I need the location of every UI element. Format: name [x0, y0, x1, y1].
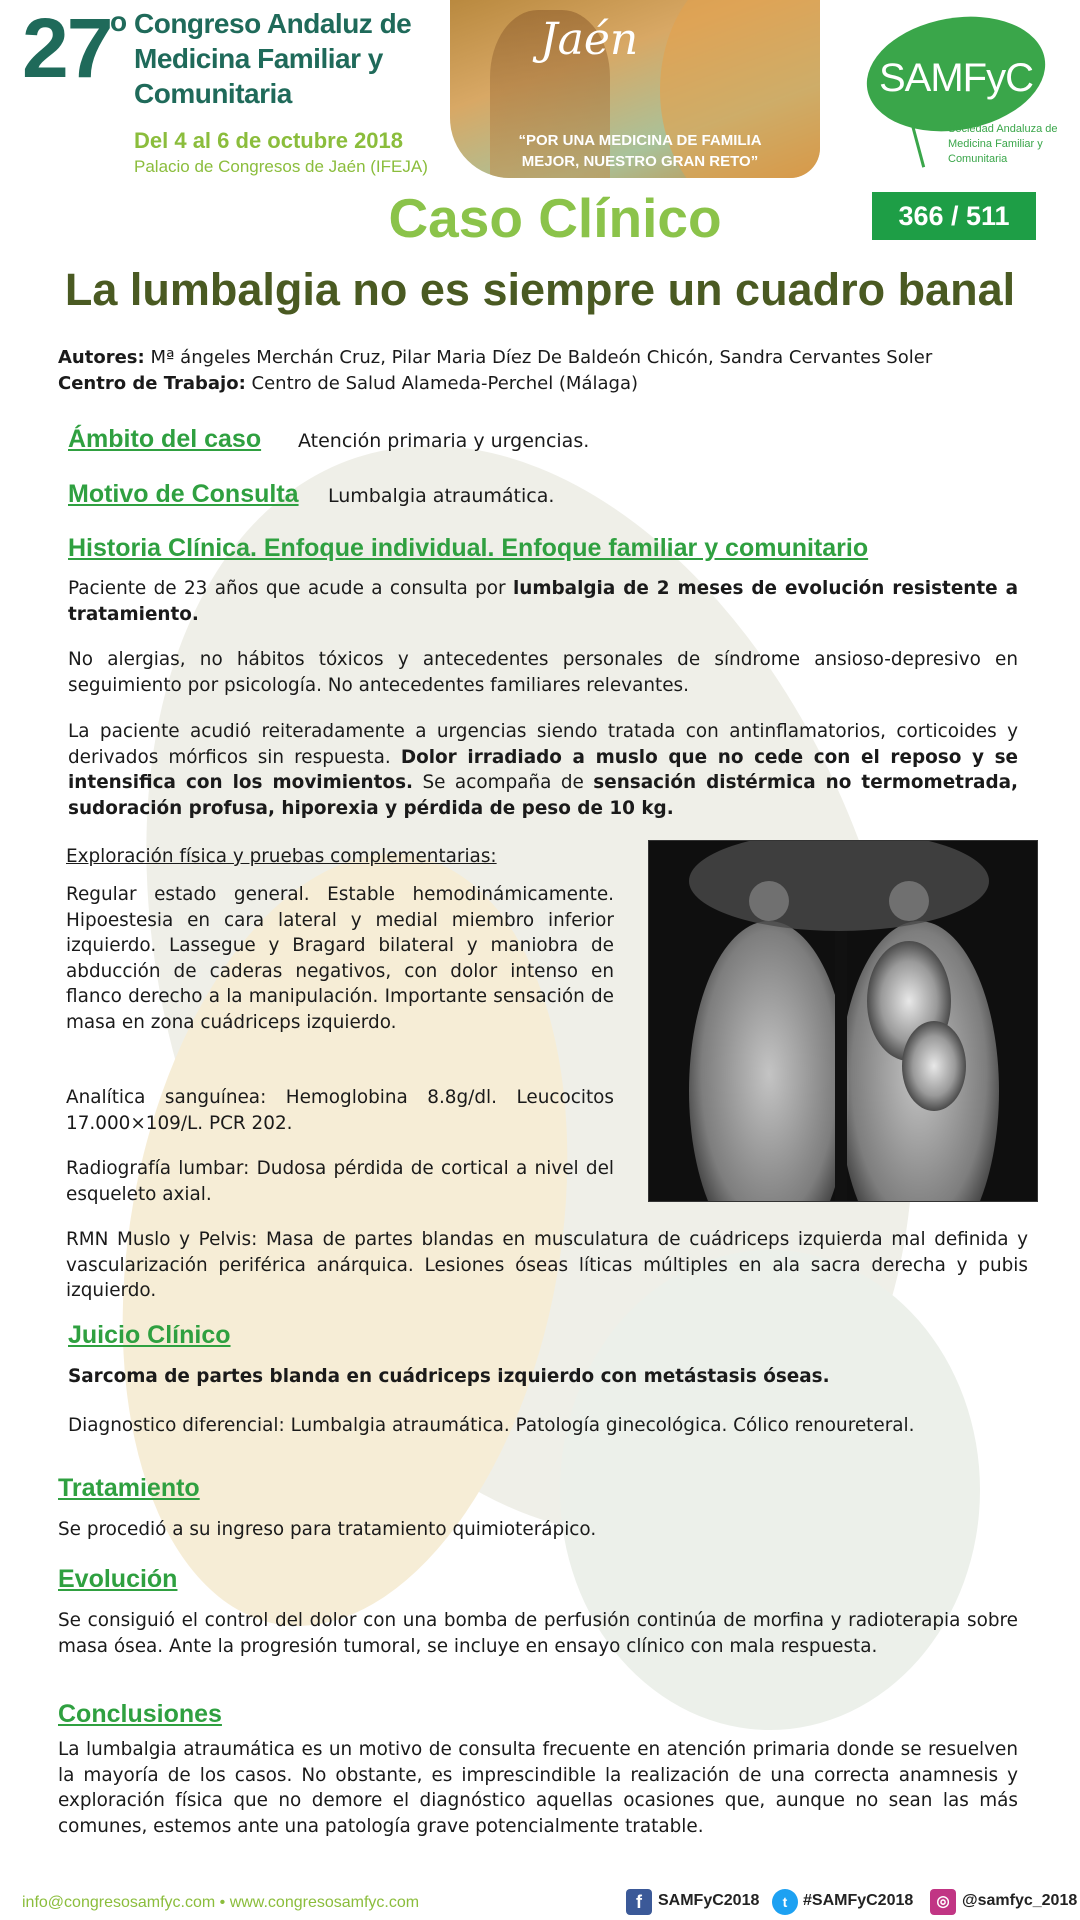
mri-drawing [649, 841, 1037, 1201]
case-number-badge: 366 / 511 [872, 192, 1036, 240]
historia-heading: Historia Clínica. Enfoque individual. Enfoque familiar y comunitario [68, 534, 869, 562]
juicio-differential: Diagnostico diferencial: Lumbalgia atraumática. Patología ginecológica. Cólico renoureteral. [68, 1415, 915, 1436]
historia-p3-text-2: Se acompaña de [413, 772, 594, 793]
instagram-icon: ◎ [930, 1889, 956, 1915]
evolucion-heading: Evolución [58, 1565, 178, 1593]
workplace-line [58, 372, 1058, 396]
twitter-handle: #SAMFyC2018 [803, 1892, 914, 1909]
samfyc-logo-subtitle: Sociedad Andaluza de Medicina Familiar y Comunitaria [948, 123, 1058, 165]
juicio-diagnosis: Sarcoma de partes blanda en cuádriceps izquierdo con metástasis óseas. [68, 1366, 830, 1387]
congress-dates: Del 4 al 6 de octubre 2018 [134, 128, 404, 153]
conclusiones-text: La lumbalgia atraumática es un motivo de consulta frecuente en atención primaria donde se resuelven la mayoría de los casos. No obstante, es imprescindible la realización de una correcta anamnesis y exploración física que no demore el diagnóstico aquellas ocasiones que, aunque no sean las más comunes, estemos ante una patología grave potencialmente tratable. [58, 1739, 1018, 1837]
authors-line [58, 346, 1058, 370]
workplace-label: Centro de Trabajo: [58, 373, 246, 394]
instagram-handle: @samfyc_2018 [962, 1892, 1078, 1909]
banner-slogan: “POR UNA MEDICINA DE FAMILIA MEJOR, NUESTRO GRAN RETO” [518, 132, 762, 170]
case-kind-title: Caso Clínico [388, 187, 722, 249]
authors-value: Mª ángeles Merchán Cruz, Pilar Maria Díez De Baldeón Chicón, Sandra Cervantes Soler [150, 347, 933, 368]
case-title: La lumbalgia no es siempre un cuadro banal [64, 264, 1016, 315]
congress-title: Congreso Andaluz de Medicina Familiar y Comunitaria [134, 8, 412, 109]
exploracion-heading: Exploración física y pruebas complementarias: [66, 846, 497, 867]
footer-contact: info@congresosamfyc.com • www.congresosamfyc.com [22, 1894, 420, 1911]
congress-number: 27 [22, 1, 112, 95]
evolucion-text: Se consiguió el control del dolor con una bomba de perfusión continúa de morfina y radioterapia sobre masa ósea. Ante la progresión tumoral, se incluye en ensayo clínico con mala respuesta. [58, 1610, 1018, 1657]
historia-paragraph-1 [68, 576, 1018, 627]
ambito-text: Atención primaria y urgencias. [298, 430, 590, 452]
historia-p3-text: La paciente acudió reiteradamente a urgencias siendo tratada con antinflamatorios, corticoides y derivados mórficos sin respuesta. [68, 721, 1018, 768]
jaen-banner [450, 0, 820, 178]
ambito-heading: Ámbito del caso [68, 425, 262, 453]
historia-p3-bold: Dolor irradiado a muslo que no cede con el reposo y se intensifica con los movimientos. [68, 746, 1018, 793]
tratamiento-heading: Tratamiento [58, 1474, 200, 1502]
tratamiento-text: Se procedió a su ingreso para tratamiento quimioterápico. [58, 1519, 597, 1540]
historia-paragraph-2: No alergias, no hábitos tóxicos y antecedentes personales de síndrome ansioso-depresivo en seguimiento por psicología. No antecedentes familiares relevantes. [68, 649, 1018, 696]
exploracion-paragraph-2: Analítica sanguínea: Hemoglobina 8.8g/dl. Leucocitos 17.000×109/L. PCR 202. [66, 1087, 614, 1134]
banner-city: Jaén [540, 14, 639, 65]
workplace-value: Centro de Salud Alameda-Perchel (Málaga) [251, 373, 639, 394]
historia-p1-text: Paciente de 23 años que acude a consulta por [68, 578, 513, 599]
facebook-icon: f [626, 1889, 652, 1915]
juicio-heading: Juicio Clínico [68, 1321, 231, 1349]
motivo-text: Lumbalgia atraumática. [328, 485, 555, 507]
historia-paragraph-3 [68, 719, 1018, 821]
exploracion-paragraph-4: RMN Muslo y Pelvis: Masa de partes blandas en musculatura de cuádriceps izquierda mal definida y vascularización periférica anárquica. Lesiones óseas líticas múltiples en ala sacra derecha y pubis izquierdo. [66, 1229, 1028, 1301]
historia-p3-bold-2: sensación distérmica no termometrada, sudoración profusa, hiporexia y pérdida de peso de 10 kg. [68, 772, 1018, 819]
authors-label: Autores: [58, 347, 145, 368]
twitter-icon: t [772, 1889, 798, 1915]
facebook-handle: SAMFyC2018 [658, 1892, 760, 1909]
samfyc-logo-text: SAMFyC [879, 56, 1033, 100]
congress-ordinal: o [110, 6, 128, 37]
congress-venue: Palacio de Congresos de Jaén (IFEJA) [134, 157, 428, 176]
historia-p1-bold: lumbalgia de 2 meses de evolución resistente a tratamiento. [68, 578, 1018, 625]
exploracion-paragraph-1: Regular estado general. Estable hemodinámicamente. Hipoestesia en cara lateral y medial miembro inferior izquierdo. Lassegue y Bragard bilateral y maniobra de abducción de caderas negativos, con dolor intenso en flanco derecho a la manipulación. Importante sensación de masa en zona cuádriceps izquierdo. [66, 884, 614, 1033]
motivo-heading: Motivo de Consulta [68, 480, 299, 508]
exploracion-paragraph-3: Radiografía lumbar: Dudosa pérdida de cortical a nivel del esqueleto axial. [66, 1158, 614, 1205]
mri-image [648, 840, 1038, 1202]
conclusiones-heading: Conclusiones [58, 1700, 222, 1728]
